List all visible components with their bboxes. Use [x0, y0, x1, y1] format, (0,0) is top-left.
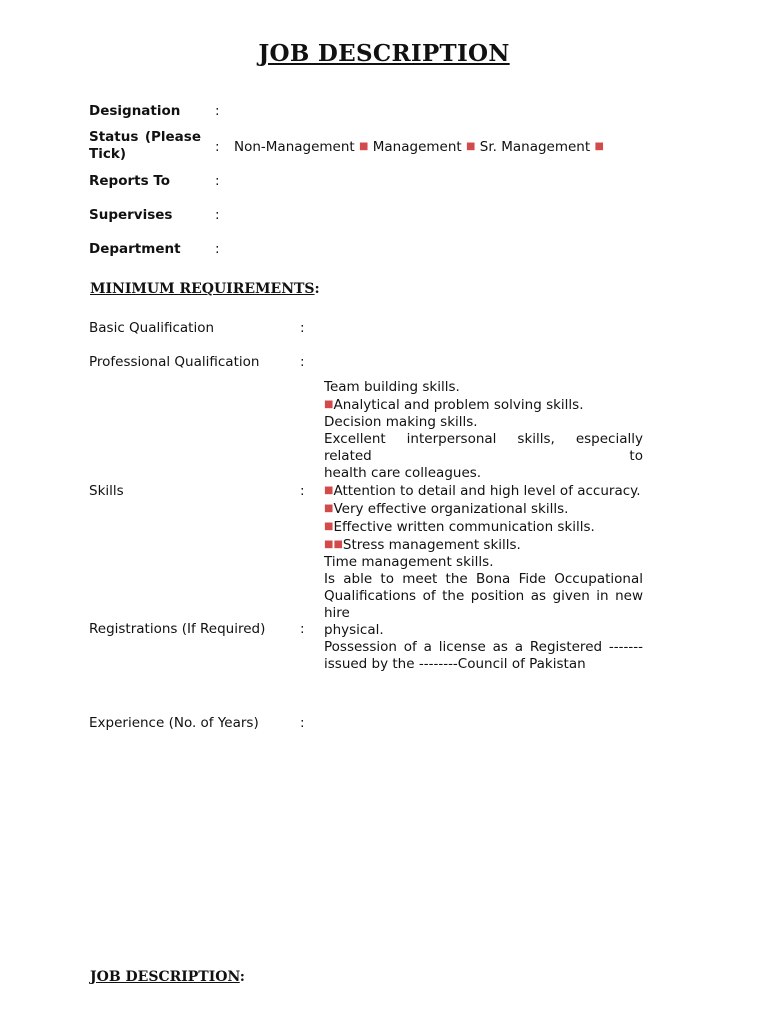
- skills-list: [324, 379, 643, 673]
- bullet-icon: ■■: [324, 539, 343, 550]
- professional-qualification-label: Professional Qualification: [89, 354, 260, 370]
- skill-item: ■Attention to detail and high level of accuracy.: [324, 483, 641, 499]
- reports-to-colon: :: [215, 173, 220, 189]
- minimum-requirements-heading: [90, 281, 320, 297]
- skills-colon: :: [300, 483, 305, 499]
- department-label: Department: [89, 241, 181, 257]
- bullet-icon: ■: [324, 399, 334, 410]
- heading-colon: :: [239, 969, 245, 985]
- skill-item: physical.: [324, 622, 384, 638]
- skill-item: ■Effective written communication skills.: [324, 519, 595, 535]
- job-description-heading-text: JOB DESCRIPTION: [90, 969, 240, 985]
- heading-colon: :: [314, 281, 320, 297]
- skill-item: Excellent interpersonal skills, especially related to: [324, 431, 643, 464]
- page-title: JOB DESCRIPTION: [258, 40, 510, 67]
- skill-item: Team building skills.: [324, 379, 460, 395]
- designation-label: Designation: [89, 103, 181, 119]
- supervises-label: Supervises: [89, 207, 173, 223]
- skill-item: ■■Stress management skills.: [324, 537, 521, 553]
- experience-label: Experience (No. of Years): [89, 715, 259, 731]
- status-colon: :: [215, 139, 220, 155]
- status-option-management[interactable]: Management: [372, 139, 462, 155]
- reports-to-label: Reports To: [89, 173, 171, 189]
- skill-item: Possession of a license as a Registered -------: [324, 639, 643, 655]
- status-label: Status (Please Tick): [89, 129, 201, 162]
- skill-item: ■Very effective organizational skills.: [324, 501, 569, 517]
- experience-colon: :: [300, 715, 305, 731]
- job-description-heading: [90, 969, 245, 985]
- skills-label: Skills: [89, 483, 124, 499]
- skill-item: Decision making skills.: [324, 414, 478, 430]
- status-option-sr-management[interactable]: Sr. Management: [479, 139, 591, 155]
- checkbox-icon[interactable]: ■: [594, 141, 604, 152]
- skill-item: Is able to meet the Bona Fide Occupational: [324, 571, 643, 587]
- registrations-colon: :: [300, 621, 305, 637]
- supervises-colon: :: [215, 207, 220, 223]
- minimum-requirements-heading-text: MINIMUM REQUIREMENTS: [90, 281, 315, 297]
- status-option-non-management[interactable]: Non-Management: [234, 139, 355, 155]
- department-colon: :: [215, 241, 220, 257]
- status-options: [234, 139, 604, 155]
- bullet-icon: ■: [324, 521, 334, 532]
- basic-qualification-label: Basic Qualification: [89, 320, 215, 336]
- checkbox-icon[interactable]: ■: [466, 141, 476, 152]
- checkbox-icon[interactable]: ■: [359, 141, 369, 152]
- skill-item: ■Analytical and problem solving skills.: [324, 397, 584, 413]
- skill-item: health care colleagues.: [324, 465, 482, 481]
- designation-colon: :: [215, 103, 220, 119]
- registrations-label: Registrations (If Required): [89, 621, 266, 637]
- bullet-icon: ■: [324, 485, 334, 496]
- bullet-icon: ■: [324, 503, 334, 514]
- basic-qualification-colon: :: [300, 320, 305, 336]
- skill-item: Qualifications of the position as given in new hire: [324, 588, 643, 621]
- skill-item: Time management skills.: [324, 554, 494, 570]
- skill-item: issued by the --------Council of Pakistan: [324, 656, 586, 672]
- professional-qualification-colon: :: [300, 354, 305, 370]
